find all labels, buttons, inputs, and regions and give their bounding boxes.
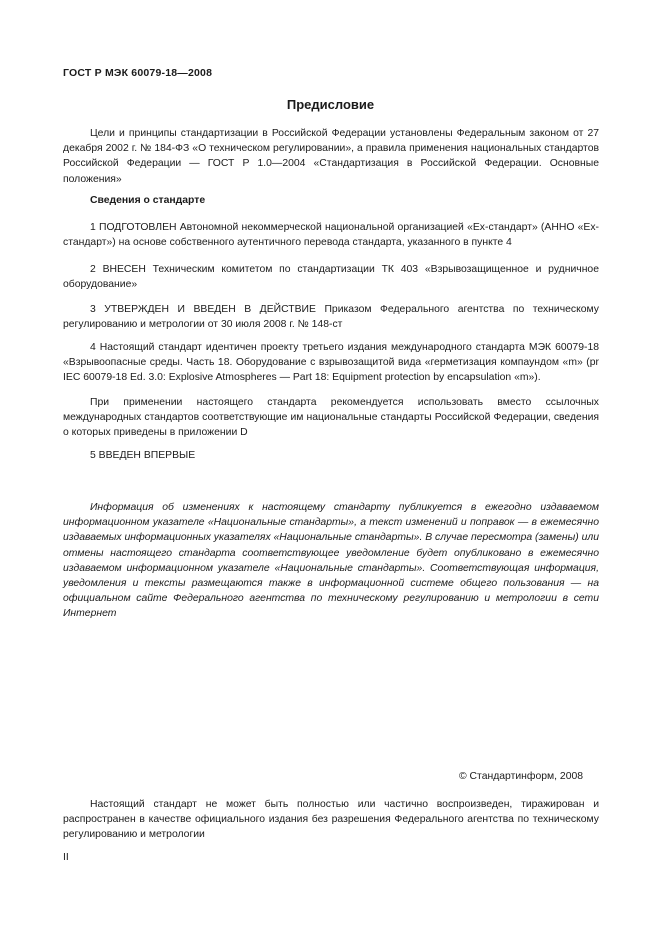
- item-first-introduced: 5 ВВЕДЕН ВПЕРВЫЕ: [90, 450, 196, 461]
- page-number: II: [63, 852, 69, 863]
- copyright-line: © Стандартинформ, 2008: [459, 771, 584, 782]
- reproduction-notice: Настоящий стандарт не может быть полностью или частично воспроизведен, тиражирован и распространен в качестве официального издания без разрешения Федерального агентства по техническому регулированию и метрологии: [63, 799, 599, 841]
- item-approved: 3 УТВЕРЖДЕН И ВВЕДЕН В ДЕЙСТВИЕ Приказом Федерального агентства по техническому регулированию и метрологии от 30 июля 2008 г. № 148-ст: [63, 304, 599, 331]
- item-introduced: 2 ВНЕСЕН Техническим комитетом по стандартизации ТК 403 «Взрывозащищенное и рудничное оборудование»: [63, 264, 599, 291]
- item-application-note: При применении настоящего стандарта рекомендуется использовать вместо ссылочных международных стандартов соответствующие им национальные стандарты Российской Федерации, сведения о которых приведены в приложении D: [63, 397, 599, 439]
- intro-paragraph: Цели и принципы стандартизации в Российской Федерации установлены Федеральным законом от 27 декабря 2002 г. № 184-ФЗ «О техническом регулировании», а правила применения национальных стандартов Российской Федерации — ГОСТ Р 1.0—2004 «Стандартизация в Российской Федерации. Основные положения»: [63, 128, 599, 185]
- standard-code-header: ГОСТ Р МЭК 60079-18—2008: [63, 67, 213, 79]
- item-prepared: 1 ПОДГОТОВЛЕН Автономной некоммерческой национальной организацией «Ех-стандарт» (АННО «Ех-стандарт») на основе собственного аутентичного перевода стандарта, указанного в пункте 4: [63, 222, 599, 249]
- changes-notice: Информация об изменениях к настоящему стандарту публикуется в ежегодно издаваемом информационном указателе «Национальные стандарты», а текст изменений и поправок — в ежемесячно издаваемых информационных указателях «Национальные стандарты». В случае пересмотра (замены) или отмены настоящего стандарта соответствующее уведомление будет опубликовано в ежемесячно издаваемом информационном указателе «Национальные стандарты». Соответствующая информация, уведомления и тексты размещаются также в информационной системе общего пользования — на официальном сайте Федерального агентства по техническому регулированию и метрологии в сети Интернет: [63, 502, 599, 620]
- section-heading: Сведения о стандарте: [90, 195, 206, 206]
- item-identical: 4 Настоящий стандарт идентичен проекту третьего издания международного стандарта МЭК 60079-18 «Взрывоопасные среды. Часть 18. Оборудование с взрывозащитой вида «герметизация компаундом «m» (pr IEC 60079-18 Ed. 3.0: Explosive Atmospheres — Part 18: Equipment protection by encapsulation «m»).: [63, 342, 599, 384]
- page-title: Предисловие: [286, 97, 375, 112]
